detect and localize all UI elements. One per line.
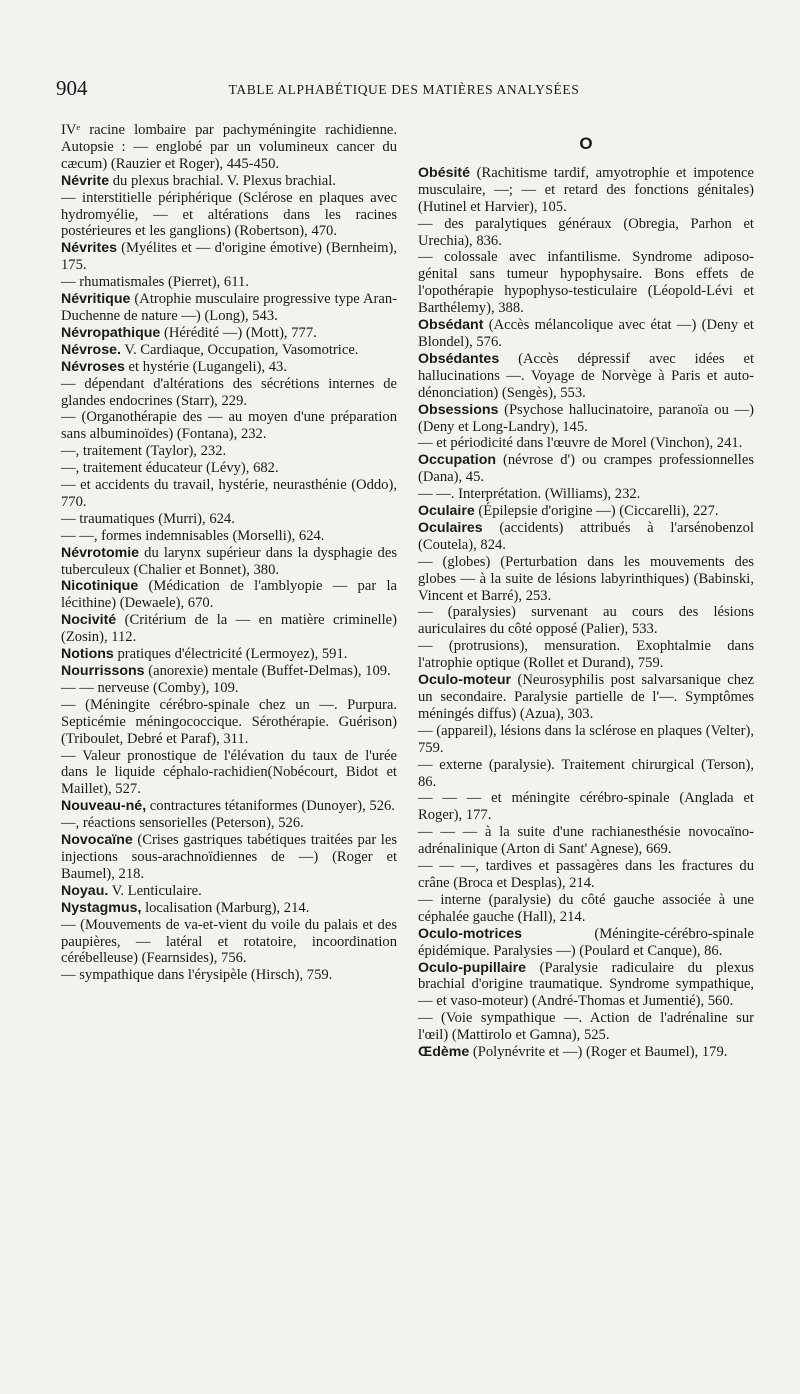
index-entry bbox=[418, 757, 754, 791]
entry-text: (Hérédité —) (Mott), 777. bbox=[160, 324, 317, 341]
entry-term: Névritique bbox=[61, 291, 131, 308]
entry-text: — rhumatismales (Pierret), 611. bbox=[61, 274, 249, 291]
entry-text: — externe (paralysie). Traitement chirurgical (Terson), 86. bbox=[418, 756, 754, 790]
entry-term: Oculo-moteur bbox=[418, 672, 512, 689]
entry-text: et hystérie (Lugangeli), 43. bbox=[124, 358, 287, 375]
entry-text: — traumatiques (Murri), 624. bbox=[61, 510, 235, 527]
entry-term: Noyau. bbox=[61, 882, 109, 899]
index-entry bbox=[418, 824, 754, 858]
index-entry bbox=[418, 452, 754, 486]
index-entry bbox=[61, 578, 397, 612]
index-entry bbox=[61, 646, 397, 663]
entry-term: Névrites bbox=[61, 240, 117, 257]
entry-term: Oculo-pupillaire bbox=[418, 959, 526, 976]
entry-text: — (Voie sympathique —. Action de l'adrénaline sur l'œil) (Mattirolo et Gamna), 525. bbox=[418, 1010, 754, 1044]
index-entry bbox=[61, 917, 397, 968]
index-entry bbox=[61, 342, 397, 359]
entry-text: — (appareil), lésions dans la sclérose en plaques (Velter), 759. bbox=[418, 722, 754, 756]
entry-text: (Atrophie musculaire progressive type Aran-Duchenne de nature —) (Long), 543. bbox=[61, 291, 397, 324]
index-entry bbox=[61, 359, 397, 376]
entry-text: —, traitement (Taylor), 232. bbox=[61, 443, 227, 460]
index-entry bbox=[418, 790, 754, 824]
entry-text: — (Méningite cérébro-spinale chez un —. Purpura. Septicémie méningococcique. Sérothérapie. Guérison) (Triboulet, Debré et Paraf), 311. bbox=[61, 696, 397, 747]
index-entry bbox=[418, 165, 754, 216]
entry-term: Névrose. bbox=[61, 341, 121, 358]
index-entry bbox=[418, 554, 754, 605]
index-entry bbox=[61, 748, 397, 799]
entry-term: Novocaïne bbox=[61, 832, 133, 849]
index-entry bbox=[418, 604, 754, 638]
index-entry bbox=[61, 612, 397, 646]
entry-text: — — nerveuse (Comby), 109. bbox=[61, 679, 239, 696]
index-entry bbox=[418, 520, 754, 554]
entry-text: — —. Interprétation. (Williams), 232. bbox=[418, 486, 641, 503]
entry-text: — et accidents du travail, hystérie, neurasthénie (Oddo), 770. bbox=[61, 477, 397, 510]
index-entry bbox=[61, 832, 397, 883]
entry-term: Nocivité bbox=[61, 612, 117, 629]
entry-term: Oculo-motrices bbox=[418, 925, 523, 942]
index-entry bbox=[418, 503, 754, 520]
entry-term: Oculaires bbox=[418, 519, 483, 536]
entry-text: (Paralysie radiculaire du plexus brachial d'origine traumatique. Syndrome sympathique, — et vaso-moteur) (André-Thomas et Jumentié), 560. bbox=[418, 959, 754, 1010]
index-entry bbox=[61, 967, 397, 984]
entry-text: — sympathique dans l'érysipèle (Hirsch), 759. bbox=[61, 967, 333, 984]
entry-term: Névroses bbox=[61, 358, 125, 375]
entry-text: — et périodicité dans l'œuvre de Morel (Vinchon), 241. bbox=[418, 435, 743, 452]
entry-text: (Myélites et — d'origine émotive) (Bernheim), 175. bbox=[61, 240, 397, 274]
entry-text: — (protrusions), mensuration. Exophtalmie dans l'atrophie optique (Rollet et Durand), 759. bbox=[418, 638, 754, 672]
index-entry bbox=[61, 274, 397, 291]
index-entry bbox=[418, 435, 754, 452]
entry-text: — dépendant d'altérations des sécrétions internes de glandes endocrines (Starr), 229. bbox=[61, 375, 397, 409]
index-entry bbox=[61, 528, 397, 545]
entry-text: (Accès mélancolique avec état —) (Deny et Blondel), 576. bbox=[418, 317, 754, 350]
entry-term: Obsédant bbox=[418, 317, 484, 334]
index-entry bbox=[61, 122, 397, 173]
index-entry bbox=[418, 1044, 754, 1061]
entry-text: (Crises gastriques tabétiques traitées par les injections sous-arachnoïdiennes de —) (Roger et Baumel), 218. bbox=[61, 832, 397, 882]
entry-term: Occupation bbox=[418, 452, 497, 469]
index-entry bbox=[61, 409, 397, 443]
entry-term: Œdème bbox=[418, 1044, 470, 1061]
entry-term: Nourrissons bbox=[61, 663, 145, 679]
entry-text: (Accès dépressif avec idées et hallucinations —. Voyage de Norvège à Paris et auto-dénonciation) (Sengès), 553. bbox=[418, 350, 754, 401]
index-entry bbox=[61, 900, 397, 917]
index-entry bbox=[418, 317, 754, 351]
entry-term: Névrite bbox=[61, 172, 110, 189]
index-entry bbox=[61, 376, 397, 410]
index-entry bbox=[418, 926, 754, 960]
index-entry bbox=[418, 249, 754, 317]
index-entry bbox=[418, 858, 754, 892]
index-entry bbox=[61, 460, 397, 477]
running-title: TABLE ALPHABÉTIQUE DES MATIÈRES ANALYSÉES bbox=[228, 82, 580, 97]
entry-text: V. Cardiaque, Occupation, Vasomotrice. bbox=[120, 341, 359, 358]
entry-term: Oculaire bbox=[418, 503, 475, 520]
index-entry bbox=[61, 511, 397, 528]
page-number: 904 bbox=[56, 76, 88, 100]
entry-text: (Polynévrite et —) (Roger et Baumel), 179. bbox=[469, 1044, 728, 1061]
entry-text: (accidents) attribués à l'arsénobenzol (Coutela), 824. bbox=[418, 519, 754, 553]
index-entry bbox=[61, 883, 397, 900]
entry-term: Nicotinique bbox=[61, 578, 139, 595]
index-entry bbox=[61, 240, 397, 274]
index-entry bbox=[61, 190, 397, 241]
index-entry bbox=[418, 402, 754, 436]
entry-text: — (globes) (Perturbation dans les mouvements des globes — à la suite de lésions labyrinthiques) (Babinski, Vincent et Barré), 253. bbox=[418, 553, 754, 604]
index-entry bbox=[61, 291, 397, 325]
index-entry bbox=[61, 545, 397, 579]
entry-text: — — —, tardives et passagères dans les fractures du crâne (Broca et Desplas), 214. bbox=[418, 858, 754, 891]
entry-term: Névrotomie bbox=[61, 544, 140, 561]
index-entry bbox=[418, 960, 754, 1011]
entry-text: — (Mouvements de va-et-vient du voile du palais et des paupières, — latéral et rotatoire, incoordination cérébelleuse) (Fearnsides), 756. bbox=[61, 916, 397, 967]
index-entry bbox=[61, 173, 397, 190]
index-entry bbox=[61, 680, 397, 697]
index-entry bbox=[61, 663, 397, 680]
entry-text: — — — à la suite d'une rachianesthésie novocaïno-adrénalinique (Arton di Sant' Agnese), 669. bbox=[418, 824, 754, 858]
section-letter: O bbox=[579, 134, 593, 153]
entry-term: Obésité bbox=[418, 164, 471, 181]
index-entry bbox=[418, 892, 754, 926]
entry-text: —, traitement éducateur (Lévy), 682. bbox=[61, 460, 279, 477]
entry-text: (Rachitisme tardif, amyotrophie et impotence musculaire, —; — et retard des fonctions génitales) (Hutinel et Harvier), 105. bbox=[418, 164, 754, 215]
entry-term: Obsédantes bbox=[418, 350, 500, 367]
index-entry bbox=[418, 1010, 754, 1044]
entry-term: Obsessions bbox=[418, 401, 499, 418]
entry-text: (Médication de l'amblyopie — par la lécithine) (Dewaele), 670. bbox=[61, 578, 397, 612]
index-entry bbox=[61, 798, 397, 815]
entry-term: Nouveau-né, bbox=[61, 798, 147, 815]
entry-text: — — — et méningite cérébro-spinale (Anglada et Roger), 177. bbox=[418, 790, 754, 824]
index-entry bbox=[61, 697, 397, 748]
entry-text: — Valeur pronostique de l'élévation du taux de l'urée dans le liquide céphalo-rachidien(Nobécourt, Bidot et Maillet), 527. bbox=[61, 747, 397, 798]
page-header bbox=[56, 76, 752, 106]
entry-text: IVᵉ racine lombaire par pachyméningite rachidienne. Autopsie : — englobé par un volumineux cancer du cæcum) (Rauzier et Roger), 445-450. bbox=[61, 122, 397, 172]
entry-text: (Neurosyphilis post salvarsanique chez un secondaire. Paralysie partielle de l'—. Symptômes méningés diffus) (Azua), 303. bbox=[418, 672, 754, 722]
entry-text: (Épilepsie d'origine —) (Ciccarelli), 227. bbox=[474, 503, 719, 520]
entry-text: du plexus brachial. V. Plexus brachial. bbox=[109, 172, 336, 189]
index-entry bbox=[61, 815, 397, 832]
entry-text: — (paralysies) survenant au cours des lésions auriculaires du côté opposé (Palier), 533. bbox=[418, 604, 754, 638]
entry-text: — —, formes indemnisables (Morselli), 624. bbox=[61, 527, 325, 544]
entry-text: du larynx supérieur dans la dysphagie des tuberculeux (Chalier et Bonnet), 380. bbox=[61, 544, 397, 578]
entry-text: (anorexie) mentale (Buffet-Delmas), 109. bbox=[144, 663, 391, 679]
entry-text: (Psychose hallucinatoire, paranoïa ou —) (Deny et Long-Landry), 145. bbox=[418, 401, 754, 435]
index-entry bbox=[61, 325, 397, 342]
index-entry bbox=[61, 477, 397, 511]
index-entry bbox=[418, 351, 754, 402]
index-entry bbox=[61, 443, 397, 460]
entry-term: Nystagmus, bbox=[61, 899, 142, 916]
index-entry bbox=[418, 638, 754, 672]
index-entry bbox=[418, 486, 754, 503]
entry-text: — (Organothérapie des — au moyen d'une préparation sans albuminoïdes) (Fontana), 232. bbox=[61, 409, 397, 443]
entry-text: V. Lenticulaire. bbox=[108, 882, 202, 899]
entry-term: Névropathique bbox=[61, 324, 161, 341]
entry-text: contractures tétaniformes (Dunoyer), 526. bbox=[146, 798, 395, 815]
index-entry bbox=[418, 216, 754, 250]
entry-text: (Méningite-cérébro-spinale épidémique. Paralysies —) (Poulard et Canque), 86. bbox=[418, 925, 754, 959]
index-entry bbox=[418, 723, 754, 757]
entry-text: —, réactions sensorielles (Peterson), 526. bbox=[61, 815, 304, 832]
entry-text: (Critérium de la — en matière criminelle) (Zosin), 112. bbox=[61, 612, 397, 646]
index-column-left bbox=[61, 122, 397, 984]
index-entry bbox=[418, 672, 754, 723]
entry-text: — interstitielle périphérique (Sclérose en plaques avec hydromyélie, — et altérations dans les racines postérieures et les ganglions) (Robertson), 470. bbox=[61, 189, 397, 240]
index-column-right bbox=[418, 122, 754, 1061]
entry-text: (névrose d') ou crampes professionnelles (Dana), 45. bbox=[418, 452, 754, 486]
entry-text: — colossale avec infantilisme. Syndrome adiposo-génital sans tumeur hypophysaire. Bons effets de l'opothérapie hypophyso-testiculaire (Léopold-Lévi et Barthélemy), 388. bbox=[418, 249, 754, 317]
entry-text: localisation (Marburg), 214. bbox=[141, 899, 310, 916]
entry-text: pratiques d'électricité (Lermoyez), 591. bbox=[113, 646, 348, 663]
entry-text: — interne (paralysie) du côté gauche associée à une céphalée gauche (Hall), 214. bbox=[418, 891, 754, 925]
entry-term: Notions bbox=[61, 646, 114, 663]
entry-text: — des paralytiques généraux (Obregia, Parhon et Urechia), 836. bbox=[418, 215, 754, 249]
